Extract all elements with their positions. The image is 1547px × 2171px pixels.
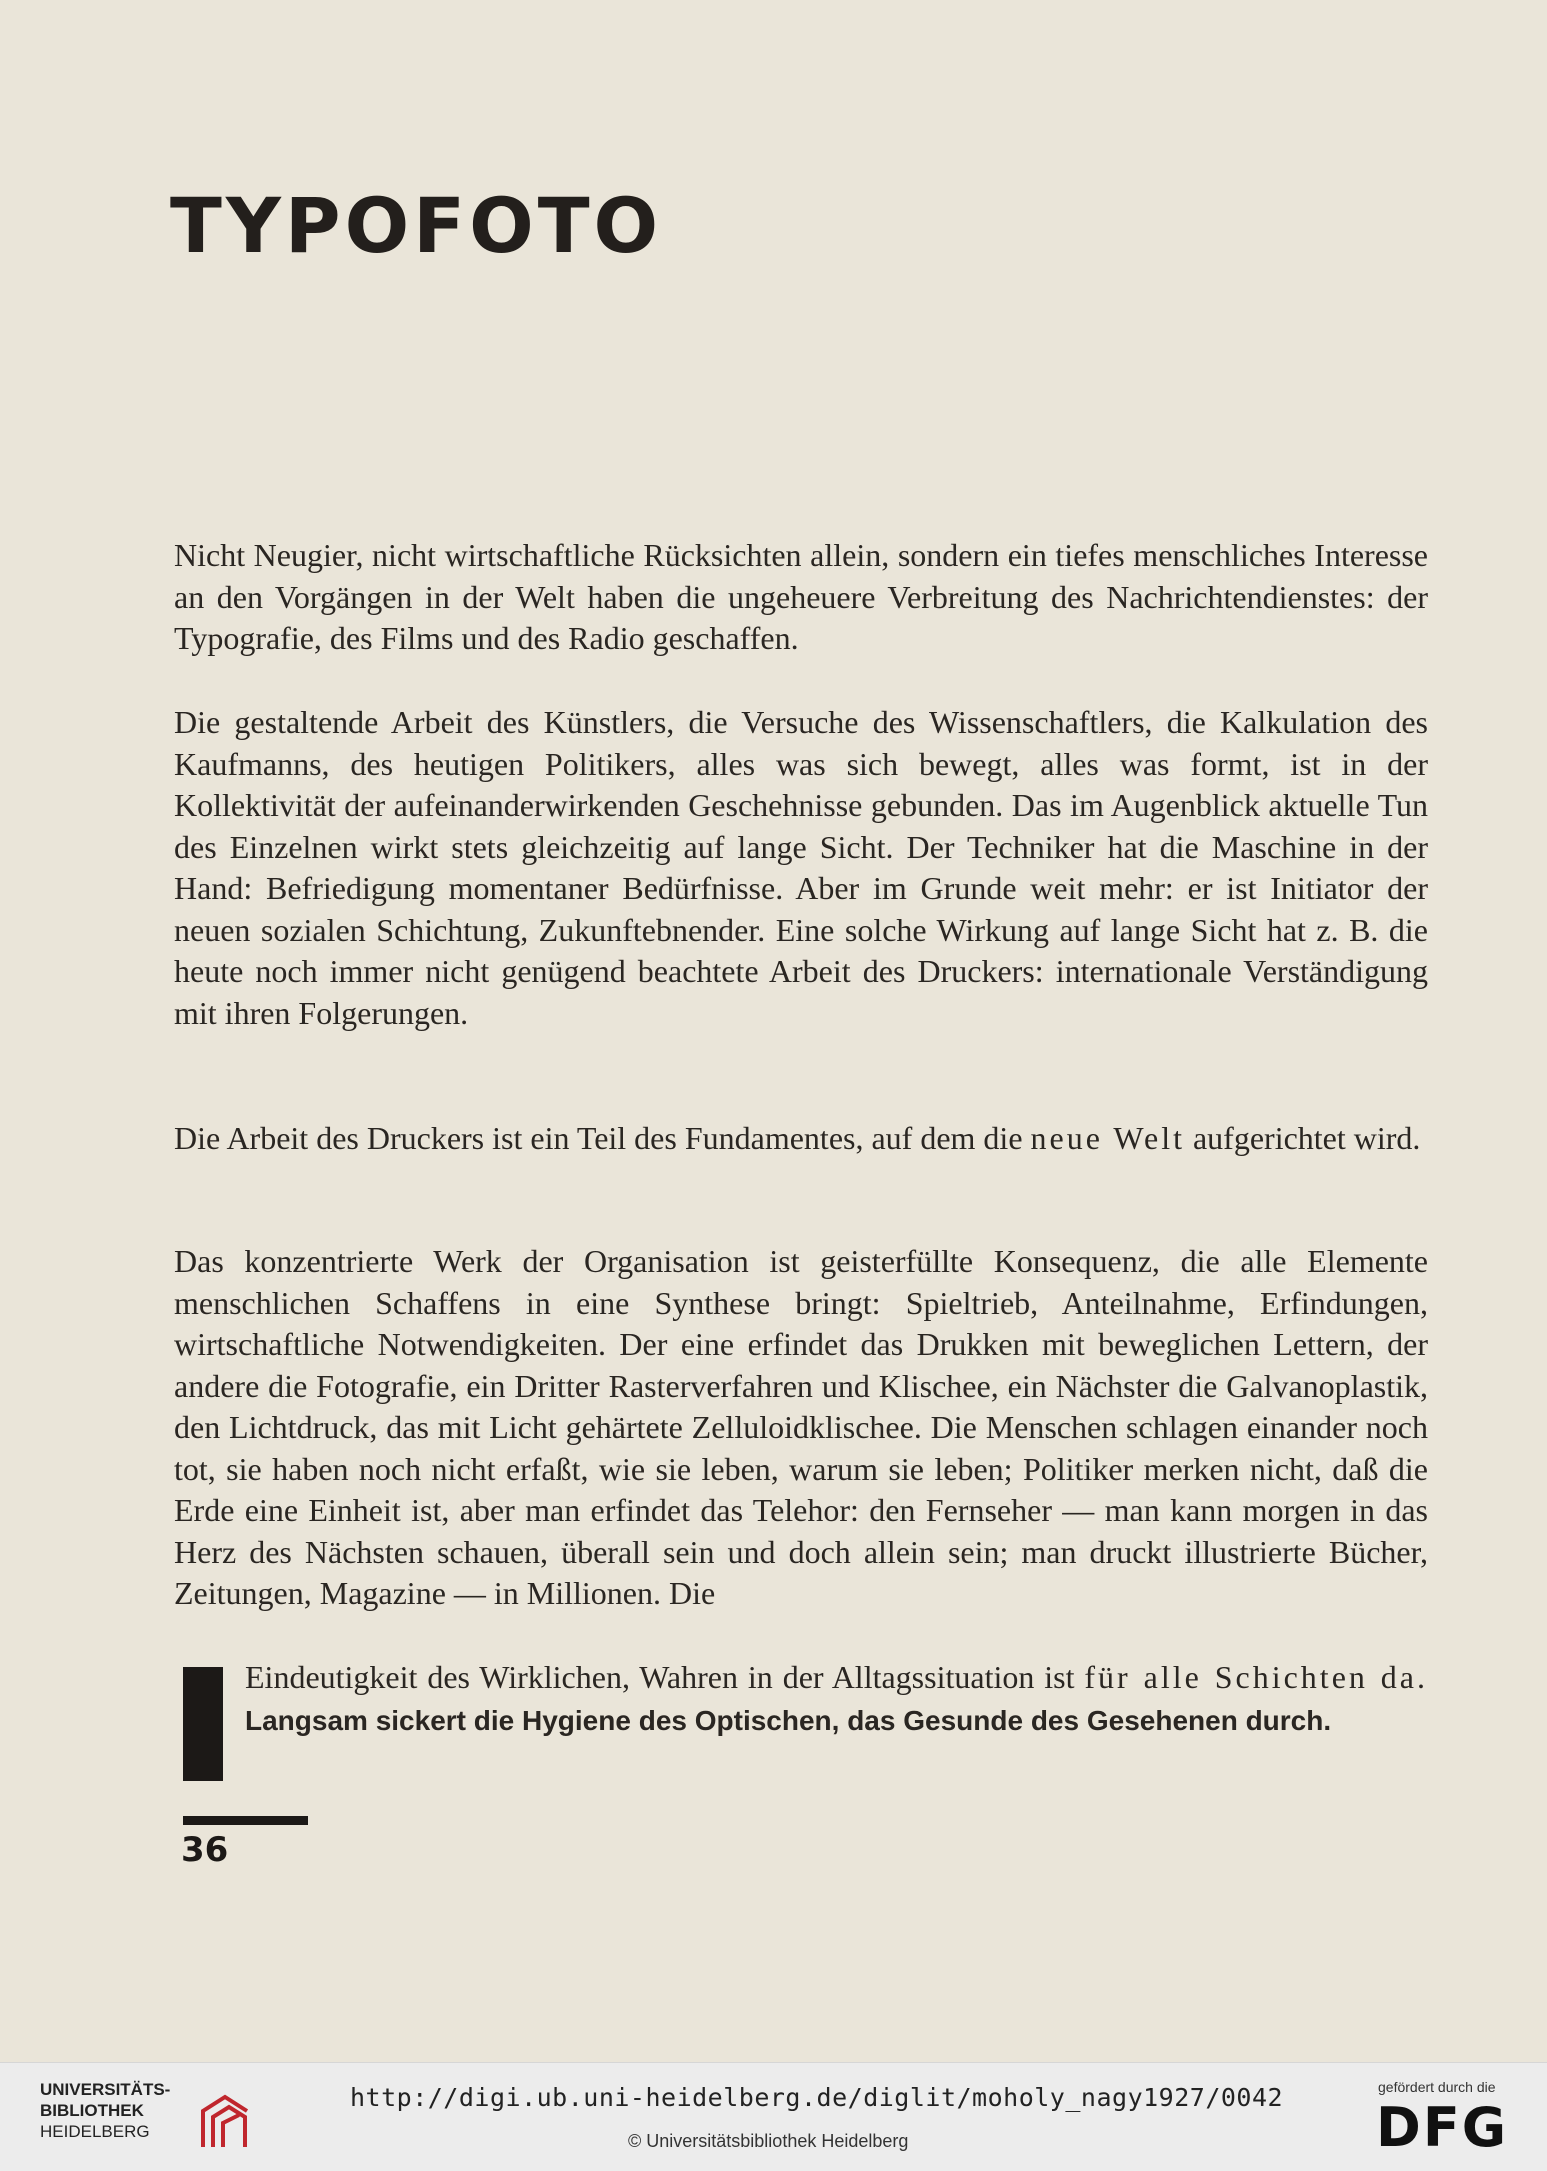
paragraph-2: Die gestaltende Arbeit des Künstlers, die Versuche des Wissenschaftlers, die Kalkulation des Kaufmanns, des heutigen Politikers, alles was sich bewegt, alles was formt, ist in der Kollektivität der aufeinanderwirkenden Geschehnisse gebunden. Das im Augenblick aktuelle Tun des Einzelnen wirkt stets gleichzeitig auf lange Sicht. Der Techniker hat die Maschine in der Hand: Befriedigung momentaner Bedürfnisse. Aber im Grunde weit mehr: er ist Initiator der neuen sozialen Schichtung, Zukunftebnender. Eine solche Wirkung auf lange Sicht hat z. B. die heute noch immer nicht genügend beachtete Arbeit des Druckers: internationale Verständigung mit ihren Folgerungen. <box>174 704 1428 1031</box>
library-logo[interactable] <box>40 2079 220 2159</box>
paragraph-3 <box>174 1118 1428 1160</box>
digitization-footer <box>0 2062 1547 2171</box>
library-line-3: HEIDELBERG <box>40 2122 150 2141</box>
closing-text: Eindeutigkeit des Wirklichen, Wahren in der Alltagssituation ist <box>245 1659 1075 1695</box>
paragraph-3-spaced: neue Welt <box>1030 1120 1185 1156</box>
library-emblem-icon <box>195 2089 255 2155</box>
page-number-rule <box>183 1816 308 1825</box>
closing-spaced: für alle Schichten da. <box>1084 1659 1428 1695</box>
library-line-2: BIBLIOTHEK <box>40 2101 144 2120</box>
funder-caption: gefördert durch die <box>1378 2079 1496 2095</box>
copyright-notice: © Universitätsbibliothek Heidelberg <box>628 2131 909 2151</box>
margin-marker-bar <box>183 1667 223 1781</box>
page-title: TYPOFOTO <box>170 181 663 270</box>
paragraph-3-end: aufgerichtet wird. <box>1192 1120 1421 1156</box>
dfg-logo[interactable]: DFG <box>1376 2096 1509 2159</box>
library-line-1: UNIVERSITÄTS- <box>40 2080 171 2099</box>
closing-bold: Langsam sickert die Hygiene des Optischen, das Gesunde des Gesehenen durch. <box>245 1704 1332 1736</box>
paragraph-4: Das konzentrierte Werk der Organisation ist geisterfüllte Konsequenz, die alle Elemente menschlichen Schaffens in eine Synthese bringt: Spieltrieb, Anteilnahme, Erfindungen, wirtschaftliche Notwendigkeiten. Der eine erfindet das Drukken mit beweglichen Lettern, der andere die Fotografie, ein Dritter Rasterverfahren und Klischee, ein Nächster die Galvanoplastik, den Lichtdruck, das mit Licht gehärtete Zelluloidklischee. Die Menschen schlagen einander noch tot, sie haben noch nicht erfaßt, wie sie leben, warum sie leben; Politiker merken nicht, daß die Erde eine Einheit ist, aber man erfindet das Telehor: den Fernseher — man kann morgen in das Herz des Nächsten schauen, überall sein und doch allein sein; man druckt illustrierte Bücher, Zeitungen, Magazine — in Millionen. Die <box>174 1243 1428 1611</box>
closing-paragraph <box>245 1657 1428 1741</box>
paragraph-3-text: Die Arbeit des Druckers ist ein Teil des Fundamentes, auf dem die <box>174 1120 1023 1156</box>
permalink-url[interactable]: http://digi.ub.uni-heidelberg.de/diglit/moholy_nagy1927/0042 <box>350 2083 1284 2112</box>
page-number: 36 <box>181 1830 229 1870</box>
paragraph-1: Nicht Neugier, nicht wirtschaftliche Rücksichten allein, sondern ein tiefes menschliches Interesse an den Vorgängen in der Welt haben die ungeheuere Verbreitung des Nachrichtendienstes: der Typografie, des Films und des Radio geschaffen. <box>174 537 1428 656</box>
